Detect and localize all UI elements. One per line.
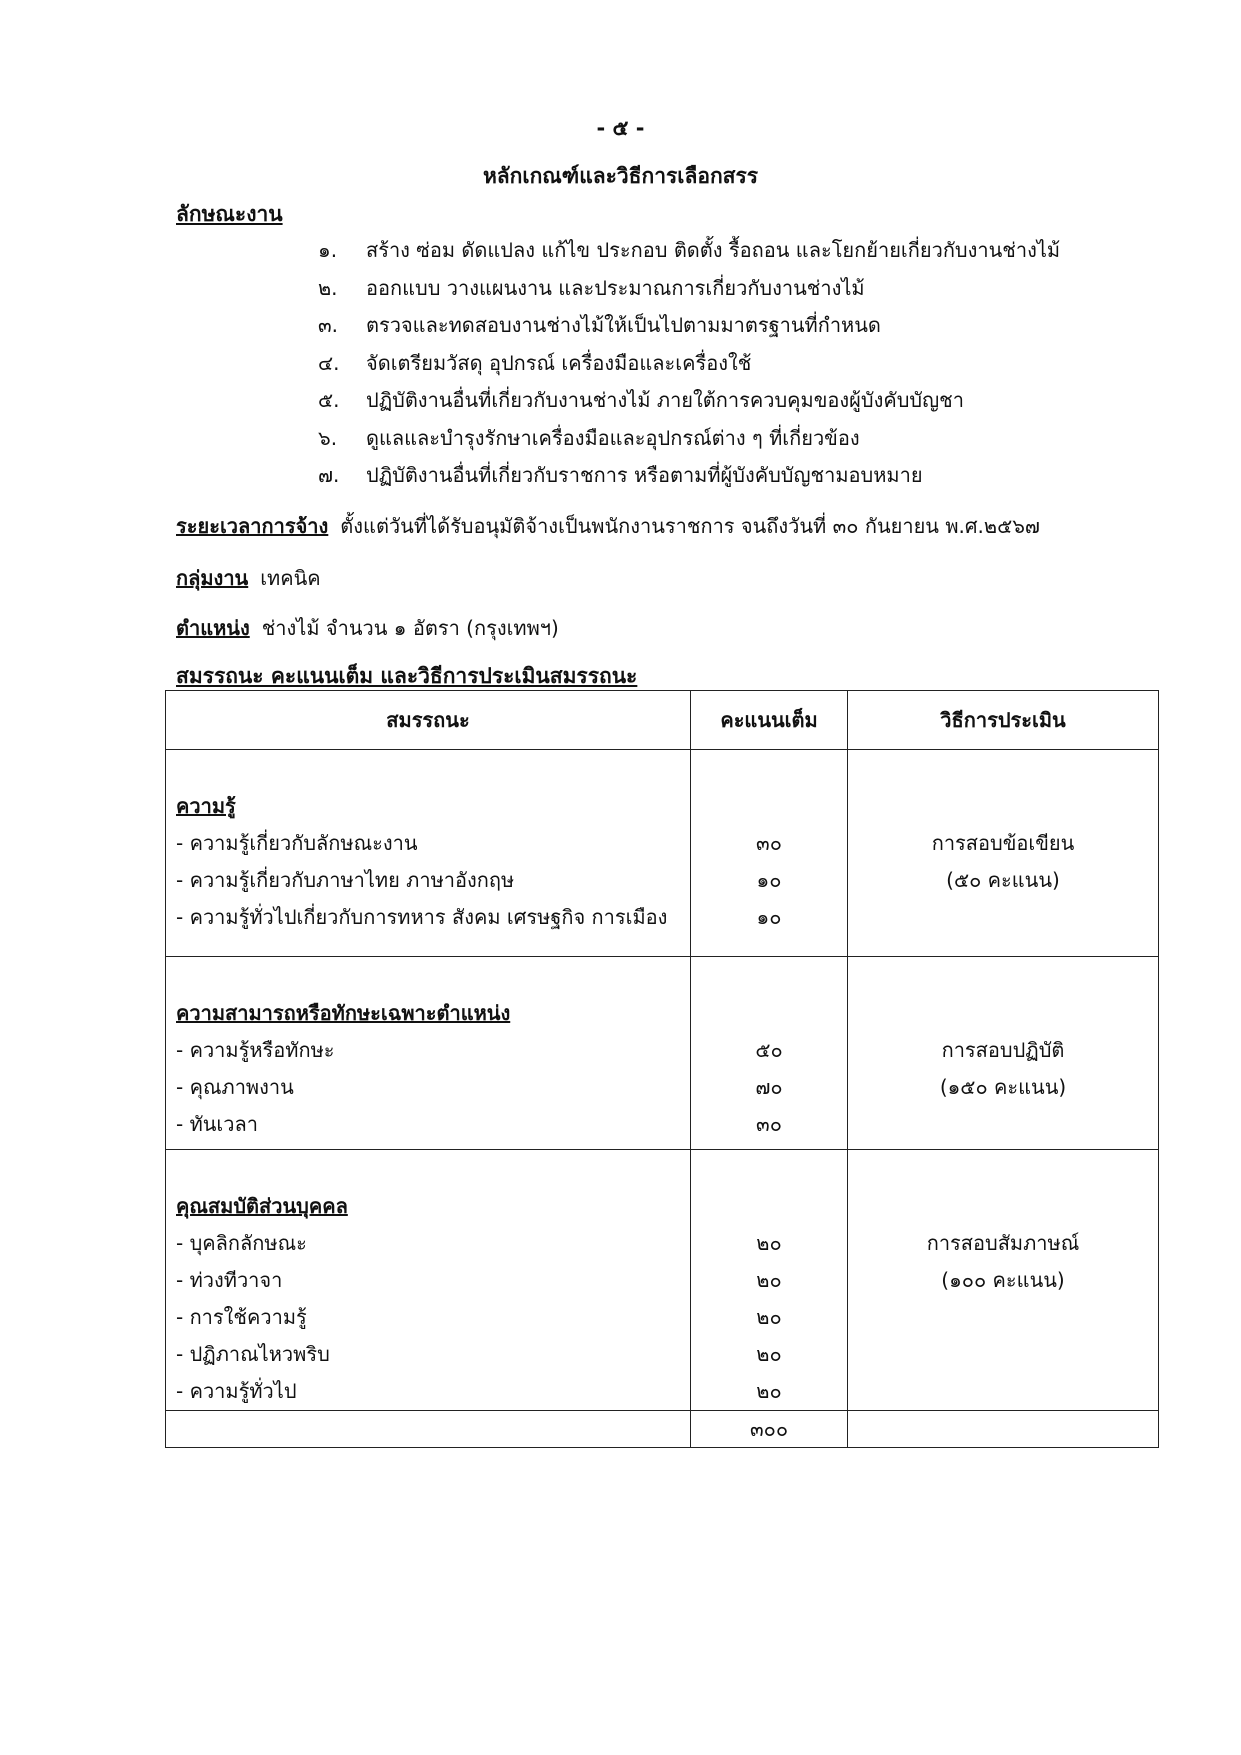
total-score: ๓๐๐ xyxy=(691,1411,848,1448)
duty-text: สร้าง ซ่อม ดัดแปลง แก้ไข ประกอบ ติดตั้ง รื้อถอน และโยกย้ายเกี่ยวกับงานช่างไม้ xyxy=(366,238,1061,262)
duty-text: ออกแบบ วางแผนงาน และประมาณการเกี่ยวกับงานช่างไม้ xyxy=(366,275,865,300)
score-value: ๒๐ xyxy=(756,1379,782,1403)
competency-item: - ความรู้ทั่วไปเกี่ยวกับการทหาร สังคม เศรษฐกิจ การเมือง xyxy=(176,905,668,929)
work-group-line xyxy=(176,562,321,594)
duty-number: ๑. xyxy=(318,238,338,262)
duty-number: ๖. xyxy=(318,425,338,450)
score-value: ๑๐ xyxy=(756,868,782,892)
duty-number: ๒. xyxy=(318,275,338,300)
total-method-empty-cell xyxy=(848,1411,1159,1448)
method-name: การสอบสัมภาษณ์ xyxy=(926,1231,1080,1255)
duty-item xyxy=(318,420,1060,458)
group-title: ความสามารถหรือทักษะเฉพาะตำแหน่ง xyxy=(176,1001,511,1025)
duty-item xyxy=(318,307,1060,345)
method-name: การสอบข้อเขียน xyxy=(931,831,1075,855)
competency-item: - ปฏิภาณไหวพริบ xyxy=(176,1342,330,1366)
table-row-personal xyxy=(166,1150,1159,1411)
score-value: ๒๐ xyxy=(756,1268,782,1292)
column-header-full-score: คะแนนเต็ม xyxy=(691,691,848,750)
page-number: - ๕ - xyxy=(596,116,645,140)
duty-text: จัดเตรียมวัสดุ อุปกรณ์ เครื่องมือและเครื่องใช้ xyxy=(366,350,752,375)
duty-number: ๕. xyxy=(318,388,340,412)
duty-number: ๗. xyxy=(318,463,340,487)
employment-period-value: ตั้งแต่วันที่ได้รับอนุมัติจ้างเป็นพนักงานราชการ จนถึงวันที่ ๓๐ กันยายน พ.ศ.๒๕๖๗ xyxy=(340,514,1040,538)
competency-item: - ท่วงทีวาจา xyxy=(176,1268,283,1292)
competency-item: - ความรู้ทั่วไป xyxy=(176,1379,297,1403)
employment-period-label: ระยะเวลาการจ้าง xyxy=(176,514,329,538)
duty-number: ๔. xyxy=(318,350,340,375)
employment-period-line xyxy=(176,510,1040,542)
duty-list xyxy=(318,232,1060,495)
method-name: การสอบปฏิบัติ xyxy=(941,1038,1065,1062)
competency-item: - ทันเวลา xyxy=(176,1112,258,1136)
duty-text: ปฏิบัติงานอื่นที่เกี่ยวกับราชการ หรือตามที่ผู้บังคับบัญชามอบหมาย xyxy=(366,463,923,487)
job-description-heading: ลักษณะงาน xyxy=(176,202,283,226)
method-cell xyxy=(848,957,1159,1150)
score-cell xyxy=(691,957,848,1150)
score-value: ๑๐ xyxy=(756,905,782,929)
table-header-row xyxy=(166,691,1159,750)
total-empty-cell xyxy=(166,1411,691,1448)
score-value: ๒๐ xyxy=(756,1305,782,1329)
score-cell xyxy=(691,1150,848,1411)
competency-table xyxy=(165,690,1159,1448)
score-cell xyxy=(691,750,848,957)
score-value: ๓๐ xyxy=(756,1112,782,1136)
duty-item xyxy=(318,457,1060,495)
method-cell xyxy=(848,1150,1159,1411)
position-line xyxy=(176,612,559,644)
method-points: (๕๐ คะแนน) xyxy=(946,868,1060,892)
duty-number: ๓. xyxy=(318,313,339,337)
duty-text: ปฏิบัติงานอื่นที่เกี่ยวกับงานช่างไม้ ภายใต้การควบคุมของผู้บังคับบัญชา xyxy=(366,388,964,412)
group-title: คุณสมบัติส่วนบุคคล xyxy=(176,1194,348,1218)
method-points: (๑๕๐ คะแนน) xyxy=(939,1075,1067,1099)
duty-item xyxy=(318,382,1060,420)
competency-item: - การใช้ความรู้ xyxy=(176,1305,307,1329)
competency-cell xyxy=(166,1150,691,1411)
competency-item: - ความรู้หรือทักษะ xyxy=(176,1038,335,1062)
competency-item: - ความรู้เกี่ยวกับภาษาไทย ภาษาอังกฤษ xyxy=(176,868,515,892)
method-points: (๑๐๐ คะแนน) xyxy=(941,1268,1065,1292)
duty-item xyxy=(318,345,1060,383)
table-row-total xyxy=(166,1411,1159,1448)
score-value: ๓๐ xyxy=(756,831,782,855)
score-value: ๒๐ xyxy=(756,1342,782,1366)
score-value: ๗๐ xyxy=(755,1075,783,1099)
group-title: ความรู้ xyxy=(176,794,236,818)
column-header-method: วิธีการประเมิน xyxy=(848,691,1159,750)
work-group-label: กลุ่มงาน xyxy=(176,566,249,590)
score-value: ๒๐ xyxy=(756,1231,782,1255)
document-title: หลักเกณฑ์และวิธีการเลือกสรร xyxy=(482,164,759,188)
work-group-value: เทคนิค xyxy=(260,566,321,590)
table-row-skills xyxy=(166,957,1159,1150)
duty-text: ดูแลและบำรุงรักษาเครื่องมือและอุปกรณ์ต่าง ๆ ที่เกี่ยวข้อง xyxy=(366,425,860,450)
duty-text: ตรวจและทดสอบงานช่างไม้ให้เป็นไปตามมาตรฐานที่กำหนด xyxy=(366,313,881,337)
duty-item xyxy=(318,270,1060,308)
competency-item: - คุณภาพงาน xyxy=(176,1075,294,1099)
competency-item: - ความรู้เกี่ยวกับลักษณะงาน xyxy=(176,831,418,855)
table-row-knowledge xyxy=(166,750,1159,957)
method-cell xyxy=(848,750,1159,957)
competency-cell xyxy=(166,957,691,1150)
competency-item: - บุคลิกลักษณะ xyxy=(176,1231,307,1255)
position-label: ตำแหน่ง xyxy=(176,616,250,640)
position-value: ช่างไม้ จำนวน ๑ อัตรา (กรุงเทพฯ) xyxy=(261,616,559,640)
column-header-competency: สมรรถนะ xyxy=(166,691,691,750)
competency-cell xyxy=(166,750,691,957)
duty-item xyxy=(318,232,1060,270)
score-value: ๕๐ xyxy=(755,1038,783,1062)
competency-heading: สมรรถนะ คะแนนเต็ม และวิธีการประเมินสมรรถนะ xyxy=(176,664,638,688)
